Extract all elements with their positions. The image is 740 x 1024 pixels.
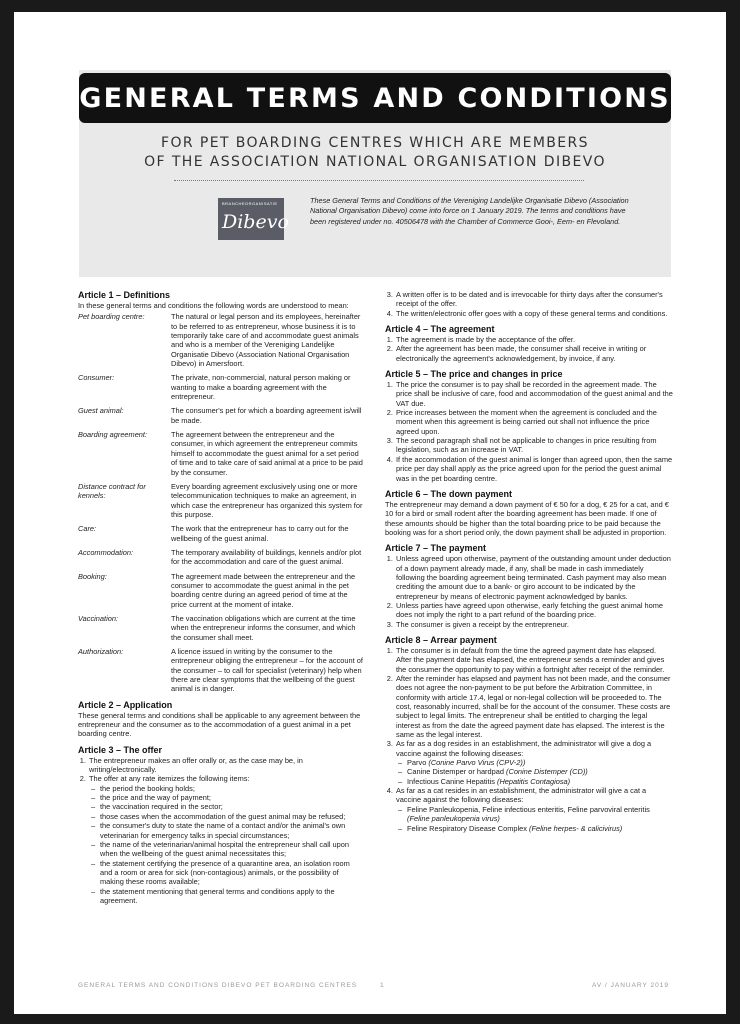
article-5-list bbox=[385, 380, 673, 483]
list-item: – the vaccination required in the sector; bbox=[99, 802, 364, 811]
article-7-heading: Article 7 – The payment bbox=[385, 543, 487, 554]
list-item-text: The offer at any rate itemizes the following items: bbox=[89, 774, 250, 784]
list-item: – the period the booking holds; bbox=[99, 784, 364, 793]
subtitle-line-2: OF THE ASSOCIATION NATIONAL ORGANISATION DIBEVO bbox=[144, 154, 606, 170]
list-item: 1. The entrepreneur makes an offer orally or, as the case may be, in writing/electronically. bbox=[88, 756, 364, 775]
disease-name: Canine Distemper or hardpad bbox=[407, 767, 504, 777]
list-item: 1. The agreement is made by the acceptance of the offer. bbox=[395, 335, 673, 344]
article-7-list bbox=[385, 554, 673, 629]
disease-latin: (Conine Distemper (CD)) bbox=[506, 767, 588, 777]
definition-row bbox=[78, 312, 364, 368]
article-4-list bbox=[385, 335, 673, 363]
footer-right: AV / JANUARY 2019 bbox=[592, 982, 669, 989]
definition-row bbox=[78, 482, 364, 519]
disease-latin: (Feline panleukopenia virus) bbox=[407, 814, 500, 824]
list-item: – the statement certifying the presence of a quarantine area, an isolation room and a room or area for sick (non-contagious) animals, or the possibility of making these rooms available; bbox=[99, 859, 364, 887]
disease-latin: (Feline herpes- & calicivirus) bbox=[529, 823, 623, 833]
definition-text: The work that the entrepreneur has to carry out for the wellbeing of the guest animal. bbox=[171, 524, 349, 543]
list-item: 1. The price the consumer is to pay shall be recorded in the agreement made. The price shall be inclusive of care, food and accommodation of the guest animal and the VAT due. bbox=[395, 380, 673, 408]
list-item bbox=[406, 777, 673, 786]
definitions-list bbox=[78, 312, 364, 693]
list-item: – the statement mentioning that general terms and conditions apply to the agreement. bbox=[99, 887, 364, 906]
list-item: 4. If the accommodation of the guest animal is longer than agreed upon, then the same price per day shall apply as the price agreed upon for the period the guest animal was in the pet boarding centre. bbox=[395, 455, 673, 483]
left-column bbox=[78, 290, 364, 905]
list-item-text: As far as a cat resides in an establishment, the administrator will give a cat a vaccine against the following diseases: bbox=[396, 786, 647, 805]
list-item: 3. The second paragraph shall not be applicable to changes in price resulting from legislation, such as an increase in VAT. bbox=[395, 436, 673, 455]
subtitle-line-1: FOR PET BOARDING CENTRES WHICH ARE MEMBERS bbox=[161, 135, 589, 151]
definition-term: Booking: bbox=[78, 571, 107, 581]
list-item: 3. A written offer is to be dated and is irrevocable for thirty days after the consumer's receipt of the offer. bbox=[395, 290, 673, 309]
article-2-text: These general terms and conditions shall be applicable to any agreement between the entrepreneur and the consumer as to the accommodation of a guest animal in a pet boarding centre. bbox=[78, 710, 361, 739]
disease-name: Parvo bbox=[407, 758, 427, 768]
definition-text: The agreement between the entrepreneur and the consumer, in which agreement the entrepreneur commits himself to accommodate the guest animal for a set period of time and to take care of said animal at a price to be paid by the consumer. bbox=[171, 430, 363, 477]
footer-left: GENERAL TERMS AND CONDITIONS DIBEVO PET BOARDING CENTRES bbox=[78, 982, 358, 989]
disease-latin: (Conine Parvo Virus (CPV-2)) bbox=[428, 758, 526, 768]
cat-vaccine-list bbox=[396, 805, 673, 833]
definition-row bbox=[78, 647, 364, 694]
definition-text: The natural or legal person and its employees, hereinafter to be referred to as entrepreneur, whose business it is to temporarily take care of and accommodate guest animals and who is a member of the Vereniging Landelijke Organisatie Dibevo (Association National Organisation Dibevo) in Amersfoort. bbox=[171, 312, 361, 369]
list-item: – the name of the veterinarian/animal hospital the entrepreneur shall call upon when the wellbeing of the guest animal necessitates this; bbox=[99, 840, 364, 859]
article-3-heading: Article 3 – The offer bbox=[78, 744, 163, 755]
definition-term: Boarding agreement: bbox=[78, 430, 148, 440]
page-number: 1 bbox=[380, 982, 385, 989]
disease-name: Feline Panleukopenia, Feline infectious enteritis, Feline parvoviral enteritis bbox=[407, 804, 650, 814]
list-item: 2. Price increases between the moment when the agreement is concluded and the moment when this agreement is being carried out shall not influence the price agreed upon. bbox=[395, 408, 673, 436]
definition-term: Authorization: bbox=[78, 647, 124, 656]
definition-row bbox=[78, 614, 364, 642]
definition-term: Distance contract for kennels: bbox=[78, 481, 146, 501]
definition-text: The private, non-commercial, natural person making or wanting to make a boarding agreement with the entrepreneur. bbox=[171, 373, 351, 402]
article-3-list-continued bbox=[385, 290, 673, 318]
disease-latin: (Hepatitis Contagiosa) bbox=[496, 776, 571, 786]
offer-items-list bbox=[89, 784, 364, 905]
logo-name: Dibevo bbox=[222, 211, 289, 233]
right-column bbox=[385, 290, 673, 833]
definition-row bbox=[78, 572, 364, 609]
article-5-heading: Article 5 – The price and changes in price bbox=[385, 369, 563, 380]
list-item: 1. The consumer is in default from the time the agreed payment date has elapsed. After the payment date has elapsed, the entrepreneur sends a reminder and gives the consumer the opportunity to pay within a fortnight after receipt of the reminder. bbox=[395, 646, 673, 674]
list-item bbox=[395, 739, 673, 786]
list-item bbox=[406, 767, 673, 776]
document-page bbox=[14, 12, 726, 1014]
definition-text: The vaccination obligations which are current at the time when the entrepreneur informs the consumer, and which the consumer shall meet. bbox=[171, 613, 356, 642]
list-item: 4. The written/electronic offer goes with a copy of these general terms and conditions. bbox=[395, 309, 673, 318]
definition-term: Care: bbox=[78, 524, 97, 534]
list-item: 1. Unless agreed upon otherwise, payment of the outstanding amount under deduction of a down payment already made, if any, shall be made in cash immediately following the boarding agreement being terminated. Cash payment may also mean crediting the amount due to a bank- or giro account to be indicated by the entrepreneur by means of electronic payment acknowledged by banks. bbox=[395, 554, 673, 601]
definition-text: Every boarding agreement exclusively using one or more telecommunication techniques to make an agreement, in which case the entrepreneur has organized this system for this purpose. bbox=[171, 481, 363, 519]
title-bar bbox=[79, 73, 671, 123]
list-item: – those cases when the accommodation of the guest animal may be refused; bbox=[99, 812, 364, 821]
article-6-heading: Article 6 – The down payment bbox=[385, 488, 513, 499]
list-item: 2. After the agreement has been made, the consumer shall receive in writing or electronically the agreement's acknowledgement, by invoice, if any. bbox=[395, 344, 673, 363]
definition-term: Consumer: bbox=[78, 373, 115, 383]
intro-text: These General Terms and Conditions of the Vereniging Landelijke Organisatie Dibevo (Association National Organisation Dibevo) come into force on 1 January 2019. The terms and conditions have been registered under no. 40506478 with the Chamber of Commerce Gooi-, Eem- en Flevoland. bbox=[310, 196, 629, 226]
definition-row bbox=[78, 548, 364, 567]
definition-term: Guest animal: bbox=[78, 406, 124, 416]
disease-name: Infectious Canine Hepatitis bbox=[407, 776, 495, 786]
list-item: – the consumer's duty to state the name of a contact and/or the animal's own veterinarian for emergency talks in special circumstances; bbox=[99, 821, 364, 840]
page-title: GENERAL TERMS AND CONDITIONS bbox=[79, 82, 671, 114]
list-item: – the price and the way of payment; bbox=[99, 793, 364, 802]
list-item-text: As far as a dog resides in an establishment, the administrator will give a dog a vaccine against the following diseases: bbox=[396, 739, 652, 758]
definition-term: Vaccination: bbox=[78, 613, 118, 623]
article-1-intro: In these general terms and conditions the following words are understood to mean: bbox=[78, 301, 349, 310]
definition-text: The consumer's pet for which a boarding agreement is/will be made. bbox=[171, 406, 362, 425]
definition-term: Pet boarding centre: bbox=[78, 312, 145, 322]
definition-row bbox=[78, 406, 364, 425]
logo-caption: BRANCHEORGANISATIE bbox=[222, 201, 278, 206]
list-item bbox=[406, 824, 673, 833]
divider bbox=[174, 180, 584, 181]
list-item bbox=[395, 786, 673, 833]
article-1-heading: Article 1 – Definitions bbox=[78, 290, 171, 300]
definition-row bbox=[78, 373, 364, 401]
definition-row bbox=[78, 430, 364, 477]
list-item: 3. The consumer is given a receipt by the entrepreneur. bbox=[395, 620, 673, 629]
article-4-heading: Article 4 – The agreement bbox=[385, 324, 495, 335]
article-8-list bbox=[385, 646, 673, 833]
definition-text: The temporary availability of buildings, kennels and/or plot for the accommodation and care of the guest animal. bbox=[171, 547, 362, 567]
article-8-heading: Article 8 – Arrear payment bbox=[385, 634, 497, 645]
list-item bbox=[406, 758, 673, 767]
definition-term: Accommodation: bbox=[78, 547, 134, 557]
article-3-list bbox=[78, 756, 364, 906]
dog-vaccine-list bbox=[396, 758, 673, 786]
dibevo-logo bbox=[218, 198, 289, 240]
list-item bbox=[88, 774, 364, 905]
article-6-text: The entrepreneur may demand a down payment of € 50 for a dog, € 25 for a cat, and € 10 for a bird or small rodent after the boarding agreement has been made. If one of these amounts should be higher than the total boarding price to be paid because the booking was for a short period only, the down payment shall be adjusted in proportion. bbox=[385, 499, 669, 537]
article-2-heading: Article 2 – Application bbox=[78, 699, 173, 710]
definition-text: A licence issued in writing by the consumer to the entrepreneur obliging the entrepreneur – for the account of the consumer – to call for specialist (veterinary) help when there are clear symptoms that the wellbeing of the guest animal is in danger. bbox=[171, 647, 363, 694]
list-item: 2. Unless parties have agreed upon otherwise, early fetching the guest animal home does not imply the right to a part refund of the boarding price. bbox=[395, 601, 673, 620]
definition-text: The agreement made between the entrepreneur and the consumer to accommodate the guest animal in the pet boarding centre during an agreed period of time at the price current at the moment of intake. bbox=[171, 571, 356, 609]
disease-name: Feline Respiratory Disease Complex bbox=[407, 823, 527, 833]
list-item: 2. After the reminder has elapsed and payment has not been made, and the consumer does not agree the non-payment to be put before the Arbitration Committee, in conformity with article 17.4, legal or non-legal collection will be proceeded to. The cost, reasonably incurred, shall be for the account of the consumer. These costs are subject to legal limits. The entrepreneur shall be entitled to charging the legal interest as from the date the agreed payment date has elapsed. The interest is the same as the legal interest. bbox=[395, 674, 673, 739]
list-item bbox=[406, 805, 673, 824]
definition-row bbox=[78, 524, 364, 543]
